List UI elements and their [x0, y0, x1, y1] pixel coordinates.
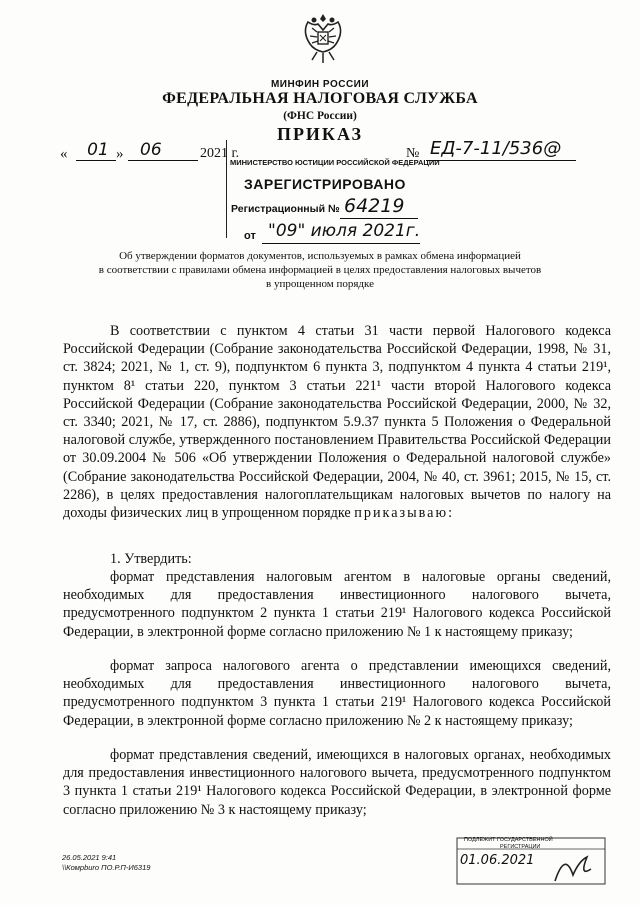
format-item-2: формат запроса налогового агента о представлении имеющихся сведений, необходимых для предоставления инвестиционного налогового вычета, предусмотренного подпунктом 3 пункта 1 статьи 219¹ Налогового кодекса Российской Федерации, в электронной форме согласно приложению № 2 к настоящему приказу; — [63, 658, 611, 729]
date-quote-open: « — [60, 146, 68, 162]
order-year: 2021 г. — [200, 146, 240, 161]
service-short-name: (ФНС России) — [283, 110, 357, 122]
number-underline — [426, 160, 576, 161]
reg-stamp-line-1: ПОДЛЕЖИТ ГОСУДАРСТВЕННОЙ — [464, 837, 553, 843]
stamp-date-label: от — [244, 230, 256, 242]
subject-line-3: в упрощенном порядке — [266, 278, 374, 290]
footer-meta — [62, 853, 150, 873]
stamp-registered: ЗАРЕГИСТРИРОВАНО — [244, 176, 406, 192]
footer-timestamp: 26.05.2021 9:41 — [62, 853, 117, 862]
order-day: 01 — [87, 140, 109, 160]
service-name: ФЕДЕРАЛЬНАЯ НАЛОГОВАЯ СЛУЖБА — [162, 90, 478, 107]
stamp-ministry: МИНИСТЕРСТВО ЮСТИЦИИ РОССИЙСКОЙ ФЕДЕРАЦИИ — [230, 158, 440, 167]
stamp-date: "09" июля 2021г. — [268, 221, 421, 241]
subject-line-1: Об утверждении форматов документов, используемых в рамках обмена информацией — [119, 250, 521, 262]
coat-of-arms-icon — [300, 12, 346, 70]
doc-type-title: ПРИКАЗ — [276, 124, 364, 144]
stamp-date-underline — [262, 243, 420, 244]
stamp-number-underline — [340, 218, 418, 219]
format-item-1: формат представления налоговым агентом в налоговые органы сведений, необходимых для предоставления инвестиционного налогового вычета, предусмотренного подпунктом 2 пункта 1 статьи 219¹ Налогового кодекса Российской Федерации, в электронной форме согласно приложению № 1 к настоящему приказу; — [63, 569, 611, 640]
date-quote-close: » — [116, 146, 124, 162]
order-word: приказываю: — [354, 505, 455, 522]
ministry-name: МИНФИН РОССИИ — [270, 79, 370, 90]
day-underline — [76, 160, 116, 161]
month-underline — [128, 160, 198, 161]
preamble-text: В соответствии с пунктом 4 статьи 31 части первой Налогового кодекса Российской Федерации (Собрание законодательства Российской Федерации, 1998, № 31, ст. 3824; 2021, № 1, ст. 9), подпунктом 6 пункта 3, подпунктом 4 пункта 4 статьи 219¹, пунктом 8¹ статьи 220, пунктом 3 статьи 221¹ части второй Налогового кодекса Российской Федерации (Собрание законодательства Российской Федерации, 2000, № 32, ст. 3340; 2021, № 17, ст. 2886), подпунктом 5.9.37 пункта 5 Положения о Федеральной налоговой службе, утвержденного постановлением Правительства Российской Федерации от 30.09.2004 № 506 «Об утверждении Положения о Федеральной налоговой службе» (Собрание законодательства Российской Федерации, 2004, № 40, ст. 3961; 2015, № 15, ст. 2286), в целях предоставления налогоплательщикам налоговых вычетов по налогу на доходы физических лиц в упрощенном порядке — [63, 323, 611, 522]
item-heading: 1. Утвердить: — [110, 551, 192, 567]
order-month: 06 — [140, 140, 162, 160]
preamble-paragraph — [63, 322, 611, 522]
stamp-reg-number: 64219 — [344, 195, 405, 217]
order-number-label: № — [406, 146, 420, 161]
order-number: ЕД-7-11/536@ — [430, 138, 562, 159]
footer-path: \\Комрburo ПО.Р.П-И6319 — [62, 863, 151, 872]
reg-stamp-date: 01.06.2021 — [460, 853, 535, 868]
stamp-reg-number-label: Регистрационный № — [231, 203, 340, 215]
format-item-3: формат представления сведений, имеющихся в налоговых органах, необходимых для предоставления инвестиционного налогового вычета, предусмотренного подпунктом 3 пункта 1 статьи 219¹ Налогового кодекса Российской Федерации, в электронной форме согласно приложению № 3 к настоящему приказу; — [63, 747, 611, 818]
reg-stamp-line-2: РЕГИСТРАЦИИ — [500, 844, 541, 850]
subject-line-2: в соответствии с правилами обмена информацией в целях предоставления налоговых вычетов — [98, 264, 542, 276]
